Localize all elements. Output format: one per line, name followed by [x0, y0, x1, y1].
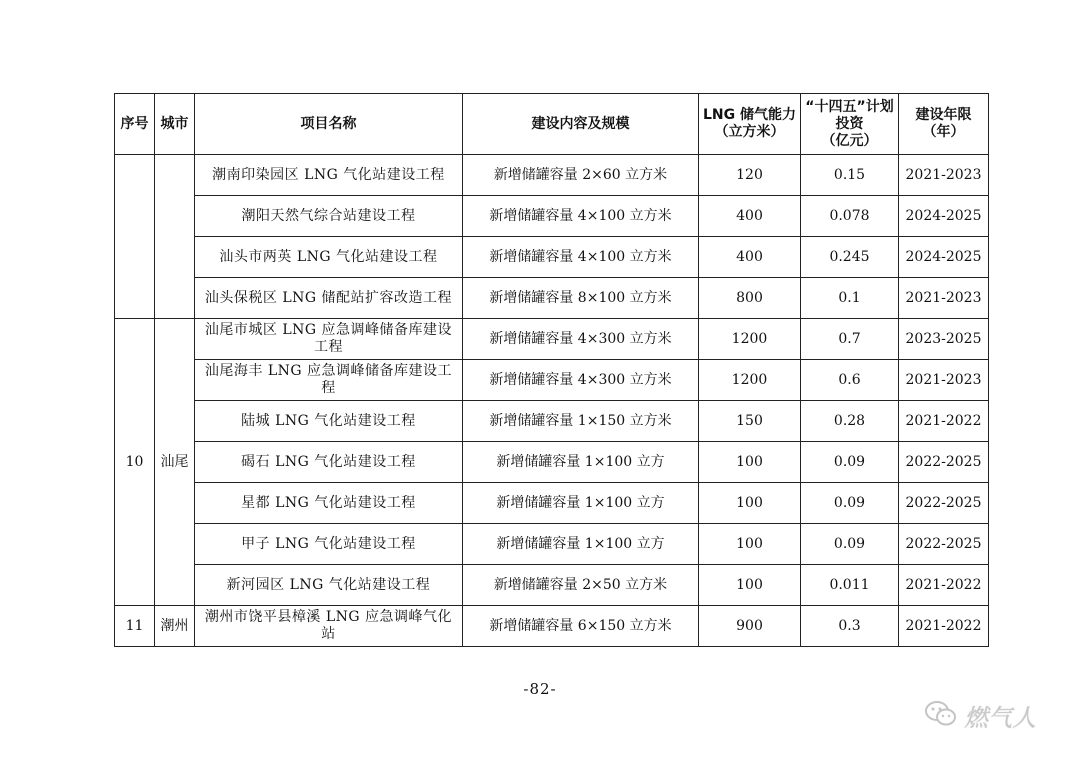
project-period: 2021-2022 — [899, 401, 989, 442]
project-invest: 0.078 — [801, 196, 899, 237]
project-content: 新增储罐容量 4×100 立方米 — [463, 196, 699, 237]
project-capacity: 800 — [699, 278, 801, 319]
project-capacity: 100 — [699, 483, 801, 524]
project-invest: 0.09 — [801, 442, 899, 483]
project-capacity: 150 — [699, 401, 801, 442]
header-seq: 序号 — [115, 94, 155, 155]
project-invest: 0.7 — [801, 319, 899, 360]
header-capacity — [699, 94, 801, 155]
seq-cell-empty — [115, 155, 155, 319]
table-row — [115, 360, 989, 401]
project-name: 汕尾市城区 LNG 应急调峰储备库建设工程 — [195, 319, 463, 360]
table-row — [115, 524, 989, 565]
table-row — [115, 483, 989, 524]
wechat-icon — [924, 700, 958, 732]
project-name: 汕头市两英 LNG 气化站建设工程 — [195, 237, 463, 278]
table-row — [115, 565, 989, 606]
table-row — [115, 155, 989, 196]
project-content: 新增储罐容量 6×150 立方米 — [463, 606, 699, 647]
project-name: 新河园区 LNG 气化站建设工程 — [195, 565, 463, 606]
project-name: 潮州市饶平县樟溪 LNG 应急调峰气化站 — [195, 606, 463, 647]
project-invest: 0.09 — [801, 524, 899, 565]
header-name: 项目名称 — [195, 94, 463, 155]
project-capacity: 1200 — [699, 319, 801, 360]
project-invest: 0.1 — [801, 278, 899, 319]
header-invest-line3: （亿元） — [821, 132, 878, 149]
project-name: 星都 LNG 气化站建设工程 — [195, 483, 463, 524]
header-invest-line1: “十四五”计划 — [805, 98, 894, 115]
project-capacity: 100 — [699, 442, 801, 483]
project-invest: 0.28 — [801, 401, 899, 442]
project-name: 碣石 LNG 气化站建设工程 — [195, 442, 463, 483]
table-row — [115, 319, 989, 360]
header-city: 城市 — [155, 94, 195, 155]
project-invest: 0.245 — [801, 237, 899, 278]
city-cell: 潮州 — [155, 606, 195, 647]
project-invest: 0.3 — [801, 606, 899, 647]
table-header-row — [115, 94, 989, 155]
project-period: 2022-2025 — [899, 483, 989, 524]
table-row — [115, 278, 989, 319]
project-period: 2024-2025 — [899, 237, 989, 278]
header-capacity-line1: LNG 储气能力 — [702, 107, 796, 123]
project-period: 2024-2025 — [899, 196, 989, 237]
project-name: 甲子 LNG 气化站建设工程 — [195, 524, 463, 565]
project-period: 2021-2023 — [899, 278, 989, 319]
project-content: 新增储罐容量 8×100 立方米 — [463, 278, 699, 319]
header-period-line1: 建设年限 — [915, 107, 972, 123]
header-period-line2: （年） — [922, 124, 965, 140]
project-content: 新增储罐容量 1×100 立方 — [463, 442, 699, 483]
project-period: 2023-2025 — [899, 319, 989, 360]
project-content: 新增储罐容量 1×100 立方 — [463, 483, 699, 524]
table-row — [115, 196, 989, 237]
project-capacity: 1200 — [699, 360, 801, 401]
project-capacity: 100 — [699, 524, 801, 565]
project-period: 2021-2023 — [899, 155, 989, 196]
project-content: 新增储罐容量 1×100 立方 — [463, 524, 699, 565]
project-name: 潮南印染园区 LNG 气化站建设工程 — [195, 155, 463, 196]
header-invest-line2: 投资 — [835, 115, 864, 132]
seq-cell: 10 — [115, 319, 155, 606]
watermark — [924, 698, 1036, 733]
table-row — [115, 401, 989, 442]
city-cell-empty — [155, 155, 195, 319]
project-content: 新增储罐容量 4×300 立方米 — [463, 360, 699, 401]
header-invest — [801, 94, 899, 155]
header-capacity-line2: （立方米） — [714, 124, 785, 140]
project-period: 2021-2022 — [899, 606, 989, 647]
project-capacity: 900 — [699, 606, 801, 647]
watermark-text: 燃气人 — [964, 704, 1036, 732]
city-cell: 汕尾 — [155, 319, 195, 606]
project-content: 新增储罐容量 4×300 立方米 — [463, 319, 699, 360]
project-content: 新增储罐容量 1×150 立方米 — [463, 401, 699, 442]
project-name: 潮阳天然气综合站建设工程 — [195, 196, 463, 237]
header-period — [899, 94, 989, 155]
seq-cell: 11 — [115, 606, 155, 647]
projects-table — [114, 93, 989, 647]
project-capacity: 400 — [699, 237, 801, 278]
project-capacity: 120 — [699, 155, 801, 196]
project-period: 2022-2025 — [899, 442, 989, 483]
project-name: 汕尾海丰 LNG 应急调峰储备库建设工程 — [195, 360, 463, 401]
project-period: 2021-2023 — [899, 360, 989, 401]
project-name: 汕头保税区 LNG 储配站扩容改造工程 — [195, 278, 463, 319]
project-invest: 0.011 — [801, 565, 899, 606]
project-content: 新增储罐容量 2×50 立方米 — [463, 565, 699, 606]
project-invest: 0.15 — [801, 155, 899, 196]
table-row — [115, 606, 989, 647]
table-row — [115, 237, 989, 278]
table-row — [115, 442, 989, 483]
project-content: 新增储罐容量 4×100 立方米 — [463, 237, 699, 278]
page-number: -82- — [523, 680, 557, 698]
project-invest: 0.09 — [801, 483, 899, 524]
project-content: 新增储罐容量 2×60 立方米 — [463, 155, 699, 196]
project-capacity: 400 — [699, 196, 801, 237]
header-content: 建设内容及规模 — [463, 94, 699, 155]
project-capacity: 100 — [699, 565, 801, 606]
project-period: 2022-2025 — [899, 524, 989, 565]
project-invest: 0.6 — [801, 360, 899, 401]
project-name: 陆城 LNG 气化站建设工程 — [195, 401, 463, 442]
project-period: 2021-2022 — [899, 565, 989, 606]
